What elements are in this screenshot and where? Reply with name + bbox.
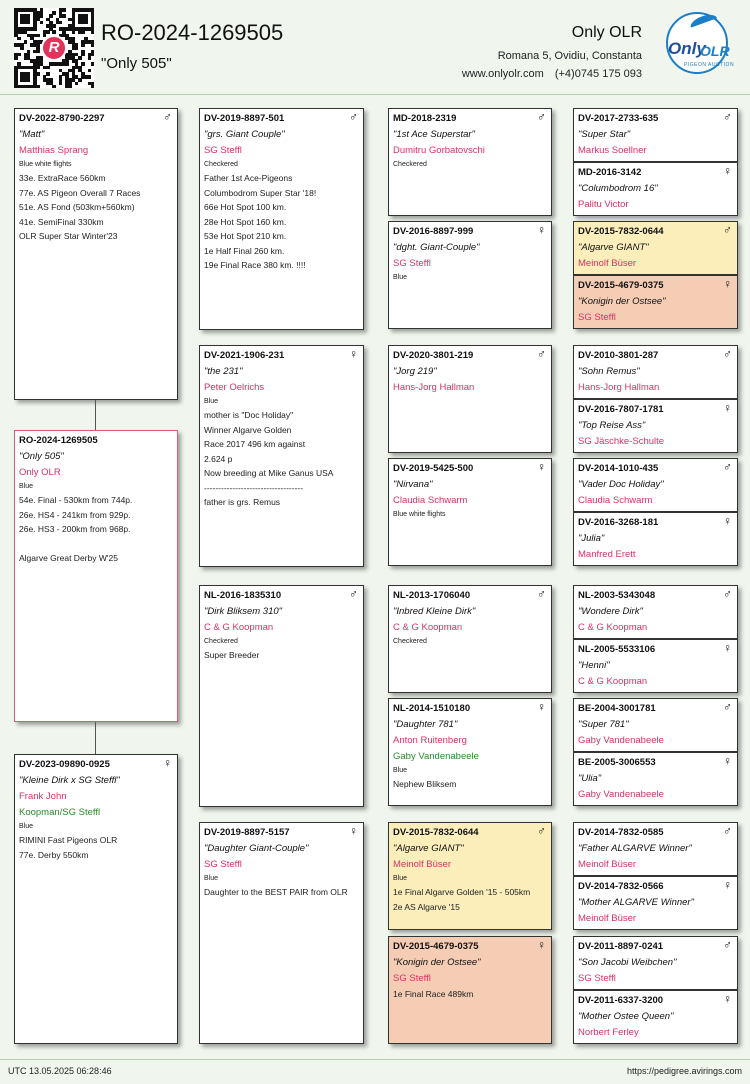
ring-number: DV-2016-7807-1781 [578, 404, 664, 415]
qr-code[interactable] [14, 8, 94, 88]
ring-number: DV-2015-7832-0644 [578, 226, 664, 237]
pigeon-name: "Matt" [19, 129, 45, 140]
pedigree-card-g2[interactable] [573, 162, 738, 216]
pigeon-name: "Wondere Dirk" [578, 606, 643, 617]
owner-name: Anton Ruitenberg [393, 735, 467, 746]
achievement-line: 26e. HS3 - 200km from 968p. [19, 524, 131, 534]
ring-number: NL-2003-5343048 [578, 590, 656, 601]
pedigree-card-mmf[interactable] [388, 822, 552, 930]
ring-number: DV-2014-7832-0585 [578, 827, 664, 838]
ring-number: DV-2017-2733-635 [578, 113, 659, 124]
achievement-line: 1e Final Algarve Golden '15 - 505km [393, 887, 531, 897]
achievements [204, 648, 359, 663]
pigeon-color: Blue [204, 875, 219, 882]
pedigree-card-g7[interactable] [573, 458, 738, 512]
owner-name: SG Steffl [578, 312, 616, 323]
pedigree-card-g6[interactable] [573, 399, 738, 453]
pigeon-color: Blue white flights [19, 161, 72, 168]
ring-number: NL-2016-1835310 [204, 590, 282, 601]
achievements [393, 987, 547, 1002]
pedigree-card-g5[interactable] [573, 345, 738, 399]
ring-number: DV-2021-1906-231 [204, 350, 285, 361]
pigeon-name: "Kleine Dirk x SG Steffl" [19, 775, 120, 786]
ring-number: DV-2010-3801-287 [578, 350, 659, 361]
owner-name: C & G Koopman [578, 622, 648, 633]
achievement-line: Now breeding at Mike Ganus USA [204, 468, 334, 478]
male-symbol-icon: ♂ [723, 587, 732, 601]
ring-number: DV-2022-8790-2297 [19, 113, 105, 124]
owner-name: Meinolf Büser [578, 258, 637, 269]
achievement-line: 2e AS Algarve '15 [393, 901, 460, 912]
female-symbol-icon: ♀ [723, 164, 732, 178]
pedigree-card-mf[interactable] [199, 585, 364, 807]
pigeon-name: "Super 781" [578, 719, 629, 730]
male-symbol-icon: ♂ [537, 824, 546, 838]
pedigree-card-g1[interactable] [573, 108, 738, 162]
achievement-line: 77e. AS Pigeon Overall 7 Races [19, 187, 141, 198]
achievement-line: Daughter to the BEST PAIR from OLR [204, 887, 348, 897]
ring-number: BE-2004-3001781 [578, 703, 656, 714]
pedigree-card-ff[interactable] [199, 108, 364, 330]
pigeon-name: "Son Jacobi Weibchen" [578, 957, 677, 968]
owner-name: SG Steffl [204, 859, 242, 870]
ring-number: BE-2005-3006553 [578, 757, 656, 768]
ring-number: DV-2011-6337-3200 [578, 995, 664, 1006]
pigeon-name: "Konigin der Ostsee" [393, 957, 481, 968]
achievements [19, 171, 173, 244]
owner-name: Markus Soellner [578, 145, 647, 156]
pigeon-color: Checkered [204, 161, 238, 168]
female-symbol-icon: ♀ [723, 754, 732, 768]
pigeon-name: "Sohn Remus" [578, 366, 640, 377]
pedigree-card-ffm[interactable] [388, 221, 552, 329]
female-symbol-icon: ♀ [723, 514, 732, 528]
achievement-line: Nephew Bliksem [393, 779, 457, 789]
owner-name: SG Steffl [393, 973, 431, 984]
achievement-line: 53e Hot Spot 210 km. [204, 231, 287, 241]
pigeon-name: "1st Ace Superstar" [393, 129, 475, 140]
owner-name: Meinolf Büser [578, 859, 637, 870]
ring-number: NL-2005-5533106 [578, 644, 656, 655]
male-symbol-icon: ♂ [537, 347, 546, 361]
achievement-line: 28e Hot Spot 160 km. [204, 216, 287, 227]
achievement-line: 41e. SemiFinal 330km [19, 216, 104, 227]
achievement-line: Columbodrom Super Star '18! [204, 187, 317, 198]
female-symbol-icon: ♀ [537, 460, 546, 474]
ring-number: NL-2014-1510180 [393, 703, 471, 714]
achievements [204, 885, 359, 900]
pigeon-name: "Only 505" [19, 451, 64, 462]
page-title-ring: RO-2024-1269505 [101, 20, 284, 45]
female-symbol-icon: ♀ [723, 277, 732, 291]
pigeon-name: "Father ALGARVE Winner" [578, 843, 692, 854]
pigeon-name: "Konigin der Ostsee" [578, 296, 666, 307]
male-symbol-icon: ♂ [723, 223, 732, 237]
owner-name: Norbert Ferley [578, 1027, 639, 1038]
pedigree-card-fm[interactable] [199, 345, 364, 567]
female-symbol-icon: ♀ [723, 992, 732, 1006]
org-phone: (+4)0745 175 093 [554, 68, 642, 80]
female-symbol-icon: ♀ [537, 223, 546, 237]
pedigree-card-g12[interactable] [573, 752, 738, 806]
footer [0, 1059, 750, 1084]
male-symbol-icon: ♂ [723, 938, 732, 952]
owner-name: SG Jäschke-Schulte [578, 436, 665, 447]
pigeon-name: "Mother ALGARVE Winner" [578, 897, 694, 908]
pedigree-card-mm[interactable] [199, 822, 364, 1044]
pigeon-name: "Algarve GIANT" [578, 242, 649, 253]
owner-name: Matthias Sprang [19, 145, 89, 156]
owner-name: Claudia Schwarm [393, 495, 468, 506]
achievement-line: Father 1st Ace-Pigeons [204, 173, 293, 183]
pigeon-color: Checkered [204, 638, 238, 645]
ring-number: DV-2020-3801-219 [393, 350, 474, 361]
owner-name: C & G Koopman [204, 622, 274, 633]
org-name: Only OLR [571, 24, 642, 41]
org-website-link[interactable]: www.onlyolr.com [461, 68, 544, 80]
pigeon-color: Blue [393, 875, 408, 882]
achievement-line: 66e Hot Spot 100 km. [204, 202, 287, 212]
pigeon-name: "the 231" [204, 366, 243, 377]
pedigree-card-f[interactable] [14, 108, 178, 400]
qr-badge-logo: R [41, 35, 67, 61]
ring-number: DV-2014-7832-0566 [578, 881, 664, 892]
footer-url[interactable]: https://pedigree.avirings.com [626, 1066, 742, 1076]
pedigree-card-g16[interactable] [573, 990, 738, 1044]
pigeon-name: "Dirk Bliksem 310" [204, 606, 283, 617]
achievements [204, 171, 359, 273]
achievement-line: 1e Final Race 489km [393, 989, 474, 999]
achievements [204, 408, 359, 510]
pigeon-name: "Julia" [578, 533, 605, 544]
owner-name: C & G Koopman [578, 676, 648, 687]
achievement-line: 77e. Derby 550km [19, 849, 89, 860]
pedigree-card-g4[interactable] [573, 275, 738, 329]
male-symbol-icon: ♂ [349, 110, 358, 124]
achievements [19, 833, 173, 862]
achievement-line: 54e. Final - 530km from 744p. [19, 495, 133, 505]
achievement-line [19, 537, 173, 552]
owner-name: Claudia Schwarm [578, 495, 653, 506]
ring-number: DV-2023-09890-0925 [19, 759, 110, 770]
ring-number: DV-2015-4679-0375 [393, 941, 479, 952]
ring-number: NL-2013-1706040 [393, 590, 471, 601]
only-olr-logo: Only OLR PIGEON AUCTION [656, 12, 736, 76]
pigeon-name: "Inbred Kleine Dirk" [393, 606, 476, 617]
achievement-line: RIMINI Fast Pigeons OLR [19, 835, 118, 845]
pedigree-card-g15[interactable] [573, 936, 738, 990]
achievement-line: father is grs. Remus [204, 497, 281, 507]
owner-name: SG Steffl [204, 145, 242, 156]
achievement-line: 26e. HS4 - 241km from 929p. [19, 509, 131, 520]
female-symbol-icon: ♀ [723, 878, 732, 892]
pigeon-color: Blue white flights [393, 511, 446, 518]
org-contact [462, 68, 642, 80]
ring-number: DV-2019-5425-500 [393, 463, 474, 474]
achievement-line: mother is "Doc Holiday" [204, 410, 294, 420]
pedigree-card-subject[interactable] [14, 430, 178, 722]
org-address: Romana 5, Ovidiu, Constanta [497, 50, 642, 62]
male-symbol-icon: ♂ [723, 347, 732, 361]
achievement-line: Race 2017 496 km against [204, 439, 306, 449]
pigeon-name: "dght. Giant-Couple" [393, 242, 480, 253]
pigeon-name: "Vader Doc Holiday" [578, 479, 664, 490]
achievement-line: 51e. AS Fond (503km+560km) [19, 202, 135, 212]
pigeon-name: "Columbodrom 16" [578, 183, 658, 194]
owner-name: SG Steffl [393, 258, 431, 269]
ring-number: MD-2016-3142 [578, 167, 642, 178]
pigeon-name: "Super Star" [578, 129, 631, 140]
ring-number: DV-2019-8897-501 [204, 113, 285, 124]
pedigree-card-g10[interactable] [573, 639, 738, 693]
ring-number: MD-2018-2319 [393, 113, 457, 124]
owner-name: C & G Koopman [393, 622, 463, 633]
ring-number: DV-2016-8897-999 [393, 226, 474, 237]
pedigree-card-fmm[interactable] [388, 458, 552, 566]
owner-name: Meinolf Büser [578, 913, 637, 924]
owner-name: Dumitru Gorbatovschi [393, 145, 485, 156]
pedigree-card-g11[interactable] [573, 698, 738, 752]
pedigree-card-g13[interactable] [573, 822, 738, 876]
female-symbol-icon: ♀ [349, 824, 358, 838]
ring-number: DV-2015-4679-0375 [578, 280, 664, 291]
pedigree-card-g9[interactable] [573, 585, 738, 639]
achievements [393, 777, 547, 792]
header [0, 0, 750, 95]
pigeon-color: Blue [393, 767, 408, 774]
male-symbol-icon: ♂ [723, 460, 732, 474]
pigeon-color: Blue [19, 823, 34, 830]
pedigree-card-g14[interactable] [573, 876, 738, 930]
achievement-line: 19e Final Race 380 km. !!!! [204, 260, 306, 270]
pigeon-name: "Algarve GIANT" [393, 843, 464, 854]
owner-name: Gaby Vandenabeele [578, 735, 664, 746]
pigeon-name: "Ulia" [578, 773, 602, 784]
female-symbol-icon: ♀ [349, 347, 358, 361]
pigeon-color: Blue [204, 398, 219, 405]
female-symbol-icon: ♀ [723, 641, 732, 655]
pigeon-color: Checkered [393, 161, 427, 168]
owner-name-secondary: Koopman/SG Steffl [19, 807, 101, 818]
male-symbol-icon: ♂ [163, 110, 172, 124]
owner-name: Peter Oelrichs [204, 382, 265, 393]
pedigree-card-m[interactable] [14, 754, 178, 1044]
pigeon-name: "Daughter 781" [393, 719, 458, 730]
achievement-line: OLR Super Star Winter'23 [19, 231, 118, 241]
achievement-line: Super Breeder [204, 650, 260, 660]
ring-number: DV-2014-1010-435 [578, 463, 659, 474]
achievements [19, 493, 173, 566]
male-symbol-icon: ♂ [537, 587, 546, 601]
owner-name: Manfred Erett [578, 549, 636, 560]
female-symbol-icon: ♀ [537, 938, 546, 952]
male-symbol-icon: ♂ [349, 587, 358, 601]
owner-name: Palitu Victor [578, 199, 629, 210]
male-symbol-icon: ♂ [723, 824, 732, 838]
owner-name-secondary: Gaby Vandenabeele [393, 751, 479, 762]
owner-name: Frank John [19, 791, 67, 802]
pigeon-name: "Daughter Giant-Couple" [204, 843, 309, 854]
male-symbol-icon: ♂ [537, 110, 546, 124]
female-symbol-icon: ♀ [163, 756, 172, 770]
connector-line [95, 400, 96, 430]
pedigree-card-fff[interactable] [388, 108, 552, 216]
owner-name: Hans-Jorg Hallman [578, 382, 660, 393]
pedigree-card-fmf[interactable] [388, 345, 552, 453]
ring-number: DV-2019-8897-5157 [204, 827, 290, 838]
achievement-line: 1e Half Final 260 km. [204, 245, 285, 256]
pigeon-name: "Henni" [578, 660, 610, 671]
achievement-line: Algarve Great Derby W'25 [19, 553, 118, 563]
ring-number: RO-2024-1269505 [19, 435, 98, 446]
female-symbol-icon: ♀ [723, 401, 732, 415]
connector-line [95, 722, 96, 754]
pigeon-name: "Mother Ostee Queen" [578, 1011, 674, 1022]
achievement-line: ----------------------------------- [204, 482, 304, 493]
pigeon-name: "Top Reise Ass" [578, 420, 646, 431]
pigeon-name: "grs. Giant Couple" [204, 129, 285, 140]
ring-number: DV-2011-8897-0241 [578, 941, 664, 952]
pigeon-color: Checkered [393, 638, 427, 645]
achievement-line: Winner Algarve Golden [204, 424, 292, 435]
footer-timestamp: UTC 13.05.2025 06:28:46 [8, 1066, 112, 1076]
owner-name: SG Steffl [578, 973, 616, 984]
female-symbol-icon: ♀ [537, 700, 546, 714]
male-symbol-icon: ♂ [723, 700, 732, 714]
owner-name: Gaby Vandenabeele [578, 789, 664, 800]
page-subtitle-name: "Only 505" [101, 55, 172, 72]
owner-name: Only OLR [19, 467, 61, 478]
pigeon-name: "Nirvana" [393, 479, 433, 490]
achievement-line: 33e. ExtraRace 560km [19, 173, 106, 183]
pedigree-card-g8[interactable] [573, 512, 738, 566]
ring-number: DV-2016-3268-181 [578, 517, 659, 528]
ring-number: DV-2015-7832-0644 [393, 827, 479, 838]
pedigree-card-mff[interactable] [388, 585, 552, 693]
achievement-line: 2.624 p [204, 453, 233, 464]
pigeon-color: Blue [393, 274, 408, 281]
pigeon-name: "Jorg 219" [393, 366, 437, 377]
pigeon-color: Blue [19, 483, 34, 490]
pedigree-card-g3[interactable] [573, 221, 738, 275]
owner-name: Meinolf Büser [393, 859, 452, 870]
achievements [393, 885, 547, 914]
pedigree-card-mfm[interactable] [388, 698, 552, 806]
owner-name: Hans-Jorg Hallman [393, 382, 475, 393]
pedigree-card-mmm[interactable] [388, 936, 552, 1044]
male-symbol-icon: ♂ [723, 110, 732, 124]
